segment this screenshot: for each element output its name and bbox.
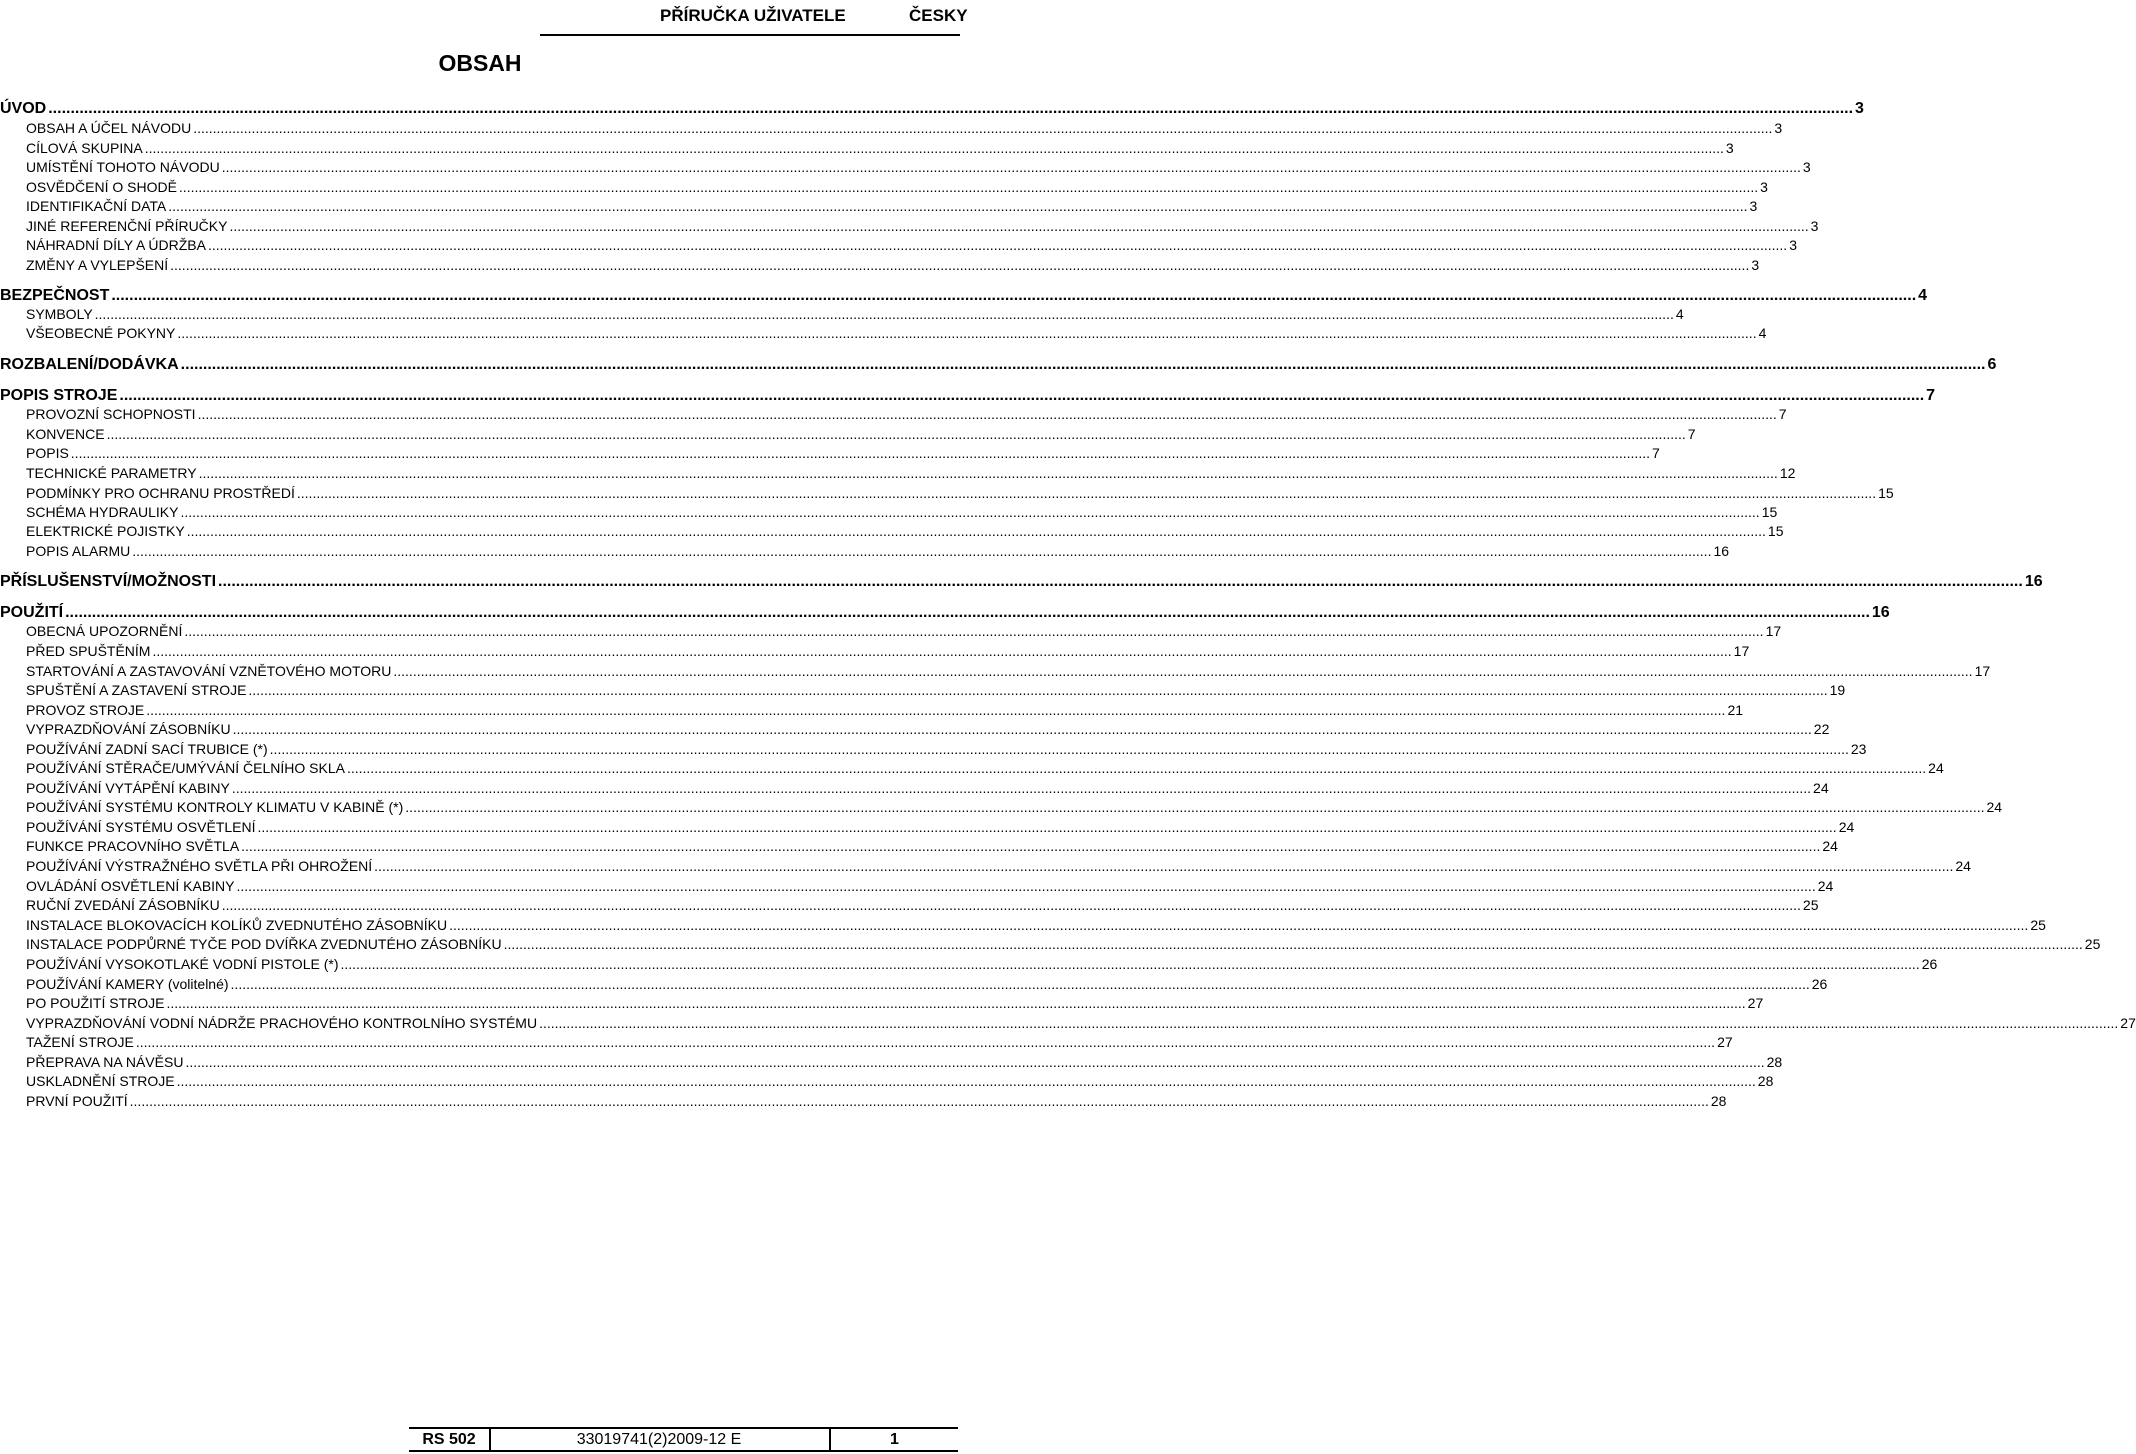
- header-language: ČESKY: [909, 6, 968, 25]
- toc-section: [0, 573, 2043, 591]
- footer-model: RS 502: [409, 1429, 491, 1450]
- toc-label: IDENTIFIKAČNÍ DATA: [26, 198, 167, 214]
- toc-leader-dots: [233, 721, 1812, 737]
- toc-entry: [26, 663, 1991, 679]
- toc-leader-dots: [111, 287, 1916, 305]
- toc-label: RUČNÍ ZVEDÁNÍ ZÁSOBNÍKU: [26, 897, 220, 913]
- toc-page-number: 17: [1733, 643, 1750, 659]
- toc-section: [0, 604, 1890, 622]
- toc-page-number: 27: [1717, 1034, 1733, 1050]
- toc-leader-dots: [177, 325, 1756, 341]
- toc-section: [0, 287, 1928, 305]
- toc-entry: [26, 198, 1758, 214]
- toc-label: PO POUŽITÍ STROJE: [26, 995, 165, 1011]
- toc-entry: [26, 878, 1834, 894]
- toc-entry: [26, 956, 1938, 972]
- toc-label: SYMBOLY: [26, 306, 93, 322]
- toc-entry: [26, 976, 1828, 992]
- toc-page-number: 3: [1749, 198, 1758, 214]
- toc-entry: [26, 485, 1894, 501]
- toc-leader-dots: [231, 976, 1810, 992]
- toc-label: OBSAH A ÚČEL NÁVODU: [26, 120, 192, 136]
- toc-entry: [26, 1073, 1774, 1089]
- toc-entry: [26, 179, 1768, 195]
- toc-page-number: 26: [1921, 956, 1938, 972]
- toc-page-number: 3: [1810, 218, 1819, 234]
- toc-page-number: 19: [1829, 682, 1846, 698]
- toc-leader-dots: [145, 140, 1724, 156]
- toc-label: POUŽÍVÁNÍ VYTÁPĚNÍ KABINY: [26, 780, 230, 796]
- toc-page-number: 17: [1974, 663, 1991, 679]
- toc-leader-dots: [152, 643, 1731, 659]
- toc-page-number: 24: [1822, 838, 1838, 854]
- toc-page-number: 7: [1652, 445, 1660, 461]
- toc-label: TAŽENÍ STROJE: [26, 1034, 134, 1050]
- toc-label: PŘEPRAVA NA NÁVĚSU: [26, 1054, 184, 1070]
- toc-label: VŠEOBECNÉ POKYNY: [26, 325, 176, 341]
- toc-leader-dots: [168, 198, 1747, 214]
- toc-page-number: 27: [1747, 995, 1764, 1011]
- toc-leader-dots: [199, 465, 1778, 481]
- toc-entry: [26, 543, 1730, 559]
- toc-page-number: 16: [1871, 604, 1890, 621]
- toc-label: POPIS ALARMU: [26, 543, 131, 559]
- toc-page-number: 24: [1928, 760, 1944, 776]
- toc-page-number: 25: [1802, 897, 1819, 913]
- toc-entry: [26, 504, 1778, 520]
- toc-label: POPIS: [26, 445, 69, 461]
- toc-label: STARTOVÁNÍ A ZASTAVOVÁNÍ VZNĚTOVÉHO MOTORU: [26, 663, 392, 679]
- toc-label: PROVOZ STROJE: [26, 702, 145, 718]
- page-footer: [409, 1427, 958, 1452]
- toc-page-number: 3: [1725, 140, 1734, 156]
- toc-label: POUŽÍVÁNÍ KAMERY (volitelné): [26, 976, 229, 992]
- toc-page-number: 3: [1789, 237, 1797, 253]
- toc-label: POUŽÍVÁNÍ SYSTÉMU OSVĚTLENÍ: [26, 819, 256, 835]
- toc-page-number: 28: [1757, 1073, 1774, 1089]
- toc-page-number: 3: [1760, 179, 1768, 195]
- toc-section: [0, 356, 1997, 374]
- toc-label: BEZPEČNOST: [0, 287, 110, 304]
- toc-page-number: 4: [1675, 306, 1684, 322]
- toc-page-number: 15: [1767, 523, 1784, 539]
- toc-leader-dots: [181, 356, 1986, 374]
- toc-label: SPUŠTĚNÍ A ZASTAVENÍ STROJE: [26, 682, 247, 698]
- toc-label: INSTALACE PODPŮRNÉ TYČE POD DVÍŘKA ZVEDNUTÉHO ZÁSOBNÍKU: [26, 936, 502, 952]
- toc-entry: [26, 325, 1767, 341]
- toc-leader-dots: [71, 445, 1650, 461]
- toc-page-number: 3: [1751, 257, 1760, 273]
- toc-entry: [26, 120, 1783, 136]
- toc-label: POUŽÍVÁNÍ STĚRAČE/UMÝVÁNÍ ČELNÍHO SKLA: [26, 760, 345, 776]
- toc-leader-dots: [347, 760, 1926, 776]
- toc-label: PODMÍNKY PRO OCHRANU PROSTŘEDÍ: [26, 485, 295, 501]
- toc-label: UMÍSTĚNÍ TOHOTO NÁVODU: [26, 159, 220, 175]
- toc-entry: [26, 819, 1855, 835]
- toc-entry: [26, 917, 2046, 933]
- toc-leader-dots: [170, 257, 1749, 273]
- toc-leader-dots: [48, 100, 1853, 118]
- toc-leader-dots: [218, 573, 2023, 591]
- toc-page-number: 15: [1878, 485, 1894, 501]
- toc-entry: [26, 140, 1734, 156]
- toc-leader-dots: [449, 917, 2028, 933]
- toc-page-number: 28: [1766, 1054, 1783, 1070]
- toc-entry: [26, 257, 1760, 273]
- toc-page-number: 27: [2120, 1015, 2136, 1031]
- toc-leader-dots: [107, 426, 1686, 442]
- toc-page-number: 24: [1986, 799, 2003, 815]
- toc-leader-dots: [258, 819, 1837, 835]
- toc-label: VYPRAZDŇOVÁNÍ VODNÍ NÁDRŽE PRACHOVÉHO KONTROLNÍHO SYSTÉMU: [26, 1015, 538, 1031]
- toc-label: ROZBALENÍ/DODÁVKA: [0, 356, 179, 373]
- toc-entry: [26, 682, 1846, 698]
- toc-leader-dots: [193, 120, 1772, 136]
- toc-page-number: 16: [2024, 573, 2043, 590]
- toc-leader-dots: [340, 956, 1919, 972]
- toc-label: POUŽÍVÁNÍ VÝSTRAŽNÉHO SVĚTLA PŘI OHROŽENÍ: [26, 858, 373, 874]
- toc-entry: [26, 523, 1784, 539]
- toc-entry: [26, 643, 1750, 659]
- toc-page-number: 3: [1774, 120, 1783, 136]
- toc-entry: [26, 838, 1838, 854]
- toc-leader-dots: [248, 682, 1827, 698]
- toc-label: OBECNÁ UPOZORNĚNÍ: [26, 623, 183, 639]
- toc-entry: [26, 897, 1819, 913]
- toc-entry: [26, 995, 1764, 1011]
- toc-page-number: 12: [1779, 465, 1796, 481]
- toc-leader-dots: [232, 780, 1811, 796]
- toc-label: ELEKTRICKÉ POJISTKY: [26, 523, 185, 539]
- toc-page-number: 7: [1778, 406, 1787, 422]
- header-manual-title: PŘÍRUČKA UŽIVATELE: [660, 6, 846, 25]
- toc-leader-dots: [198, 406, 1777, 422]
- toc-entry: [26, 1015, 2136, 1031]
- toc-leader-dots: [504, 936, 2083, 952]
- toc-leader-dots: [237, 878, 1816, 894]
- toc-label: FUNKCE PRACOVNÍHO SVĚTLA: [26, 838, 240, 854]
- toc-leader-dots: [177, 1073, 1756, 1089]
- toc-page-number: 24: [1955, 858, 1971, 874]
- toc-leader-dots: [374, 858, 1953, 874]
- toc-entry: [26, 780, 1829, 796]
- toc-label: CÍLOVÁ SKUPINA: [26, 140, 143, 156]
- toc-label: VYPRAZDŇOVÁNÍ ZÁSOBNÍKU: [26, 721, 231, 737]
- toc-label: POUŽITÍ: [0, 604, 64, 621]
- toc-leader-dots: [180, 504, 1759, 520]
- toc-entry: [26, 702, 1744, 718]
- toc-page-number: 24: [1817, 878, 1834, 894]
- toc-page-number: 16: [1713, 543, 1730, 559]
- toc-leader-dots: [146, 702, 1725, 718]
- toc-leader-dots: [136, 1034, 1715, 1050]
- toc-label: NÁHRADNÍ DÍLY A ÚDRŽBA: [26, 237, 206, 253]
- toc-label: OVLÁDÁNÍ OSVĚTLENÍ KABINY: [26, 878, 235, 894]
- toc-leader-dots: [65, 604, 1870, 622]
- toc-label: ZMĚNY A VYLEPŠENÍ: [26, 257, 169, 273]
- toc-page-number: 4: [1758, 325, 1767, 341]
- toc-page-number: 25: [2084, 936, 2101, 952]
- toc-section: [0, 387, 1936, 405]
- toc-entry: [26, 445, 1660, 461]
- toc-leader-dots: [393, 663, 1972, 679]
- toc-entry: [26, 426, 1696, 442]
- toc-page-number: 17: [1765, 623, 1782, 639]
- toc-page-number: 3: [1802, 159, 1811, 175]
- toc-page-number: 3: [1855, 100, 1864, 117]
- toc-leader-dots: [184, 623, 1763, 639]
- toc-page-number: 6: [1987, 356, 1997, 373]
- toc-label: POUŽÍVÁNÍ SYSTÉMU KONTROLY KLIMATU V KABINĚ (*): [26, 799, 404, 815]
- toc-leader-dots: [185, 1054, 1764, 1070]
- toc-entry: [26, 936, 2101, 952]
- toc-entry: [26, 1093, 1727, 1109]
- toc-page-number: 24: [1838, 819, 1855, 835]
- toc-label: ÚVOD: [0, 100, 47, 117]
- toc-leader-dots: [229, 218, 1808, 234]
- toc-page-number: 7: [1926, 387, 1936, 404]
- toc-leader-dots: [297, 485, 1876, 501]
- toc-entry: [26, 218, 1819, 234]
- toc-label: PRVNÍ POUŽITÍ: [26, 1093, 128, 1109]
- toc-page-number: 22: [1813, 721, 1830, 737]
- toc-label: USKLADNĚNÍ STROJE: [26, 1073, 175, 1089]
- toc-page-number: 25: [2030, 917, 2046, 933]
- toc-label: TECHNICKÉ PARAMETRY: [26, 465, 197, 481]
- toc-label: POPIS STROJE: [0, 387, 118, 404]
- toc-entry: [26, 237, 1797, 253]
- toc-leader-dots: [222, 159, 1801, 175]
- toc-leader-dots: [208, 237, 1787, 253]
- toc-page-number: 7: [1687, 426, 1696, 442]
- toc-entry: [26, 760, 1944, 776]
- toc-label: INSTALACE BLOKOVACÍCH KOLÍKŮ ZVEDNUTÉHO ZÁSOBNÍKU: [26, 917, 448, 933]
- toc-page-number: 4: [1918, 287, 1928, 304]
- toc-leader-dots: [187, 523, 1766, 539]
- toc-page-number: 26: [1811, 976, 1828, 992]
- toc-page-number: 28: [1710, 1093, 1727, 1109]
- toc-leader-dots: [270, 741, 1849, 757]
- toc-leader-dots: [166, 995, 1745, 1011]
- toc-leader-dots: [132, 543, 1711, 559]
- toc-leader-dots: [130, 1093, 1709, 1109]
- toc-label: POUŽÍVÁNÍ VYSOKOTLAKÉ VODNÍ PISTOLE (*): [26, 956, 339, 972]
- toc-page-number: 24: [1813, 780, 1829, 796]
- toc-entry: [26, 306, 1684, 322]
- toc-entry: [26, 465, 1796, 481]
- toc-page-number: 21: [1727, 702, 1744, 718]
- toc-leader-dots: [95, 306, 1674, 322]
- toc-label: KONVENCE: [26, 426, 105, 442]
- toc-page-number: 15: [1761, 504, 1778, 520]
- toc-page-number: 23: [1850, 741, 1867, 757]
- page-header: [540, 0, 968, 36]
- toc-label: PŘÍSLUŠENSTVÍ/MOŽNOSTI: [0, 573, 217, 590]
- toc-entry: [26, 799, 2003, 815]
- toc-section: [0, 100, 1864, 118]
- toc-leader-dots: [539, 1015, 2118, 1031]
- toc-entry: [26, 741, 1867, 757]
- toc-label: POUŽÍVÁNÍ ZADNÍ SACÍ TRUBICE (*): [26, 741, 268, 757]
- page-title: OBSAH: [438, 50, 522, 76]
- toc-entry: [26, 159, 1811, 175]
- toc-entry: [26, 721, 1830, 737]
- toc-label: SCHÉMA HYDRAULIKY: [26, 504, 179, 520]
- toc-label: PŘED SPUŠTĚNÍM: [26, 643, 151, 659]
- toc-label: JINÉ REFERENČNÍ PŘÍRUČKY: [26, 218, 228, 234]
- toc-leader-dots: [241, 838, 1820, 854]
- toc-leader-dots: [179, 179, 1758, 195]
- toc-label: OSVĚDČENÍ O SHODĚ: [26, 179, 177, 195]
- toc-leader-dots: [119, 387, 1924, 405]
- toc-entry: [26, 858, 1971, 874]
- toc-leader-dots: [405, 799, 1984, 815]
- footer-page-number: 1: [890, 1431, 899, 1448]
- footer-document-code: 33019741(2)2009-12 E: [489, 1429, 831, 1450]
- toc-label: PROVOZNÍ SCHOPNOSTI: [26, 406, 196, 422]
- toc-entry: [26, 1054, 1783, 1070]
- toc-leader-dots: [222, 897, 1801, 913]
- toc-entry: [26, 1034, 1733, 1050]
- toc-entry: [26, 623, 1782, 639]
- toc-entry: [26, 406, 1787, 422]
